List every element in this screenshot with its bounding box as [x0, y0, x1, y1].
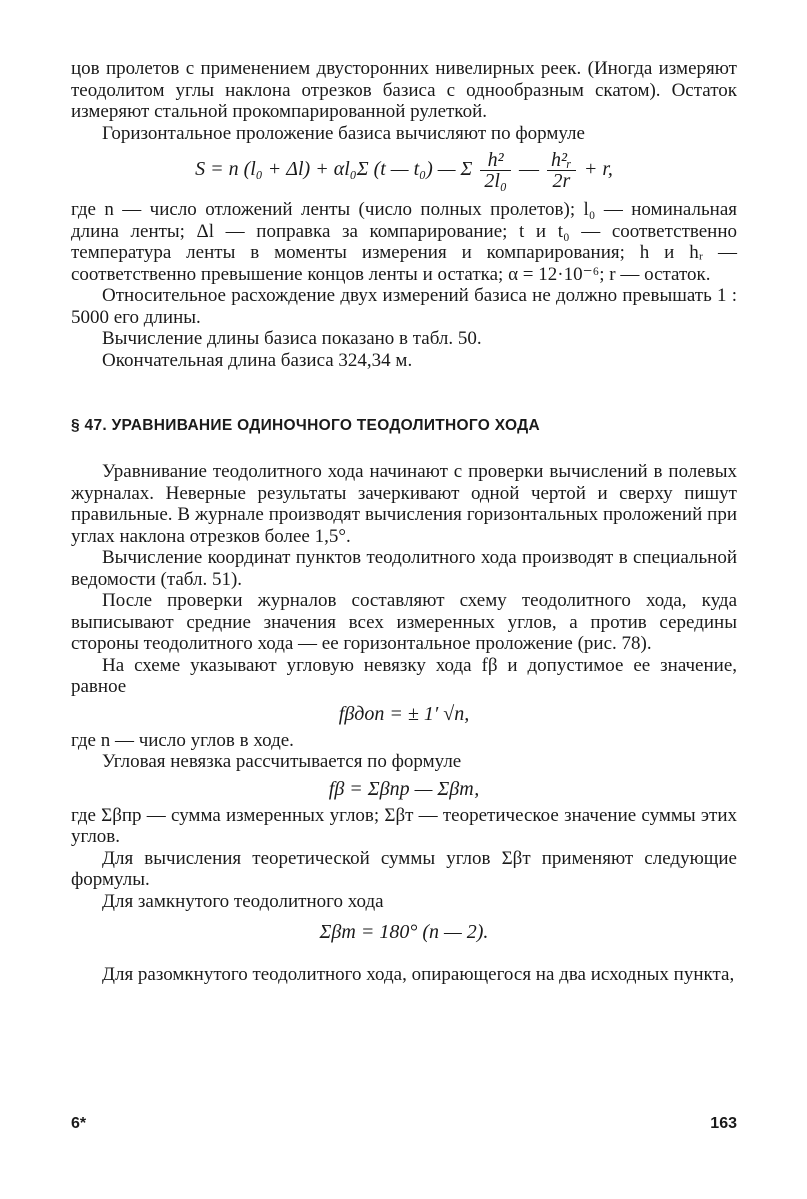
- fraction-numerator: h²ᵣ: [547, 150, 576, 171]
- paragraph: Уравнивание теодолитного хода начинают с проверки вычислений в полевых журналах. Неверные результаты зачеркивают одной чертой и сверху пишут правильные. В журнале производят вычисления горизонтальных проложений при углах наклона отрезков более 1,5°.: [71, 461, 737, 547]
- paragraph: Для вычисления теоретической суммы углов Σβт применяют следующие формулы.: [71, 847, 737, 890]
- fraction-denominator: 2r: [552, 170, 571, 192]
- paragraph: После проверки журналов составляют схему теодолитного хода, куда выписывают средние значения всех измеренных углов, а против середины стороны теодолитного хода — ее горизонтальное проложение (рис. 78).: [71, 590, 737, 654]
- formula-right: + r,: [583, 158, 613, 181]
- paragraph: Для разомкнутого теодолитного хода, опирающегося на два исходных пункта,: [102, 964, 735, 985]
- formula-left: S = n (l₀ + Δl) + αl₀Σ (t — t₀) — Σ: [195, 158, 473, 181]
- closed-traverse-formula: Σβт = 180° (n — 2).: [319, 921, 489, 943]
- page-footer: [71, 1115, 737, 1139]
- paragraph: Угловая невязка рассчитывается по формуле: [102, 751, 462, 772]
- fraction-numerator: h²: [480, 150, 511, 171]
- paragraph: где n — число отложений ленты (число полных пролетов); l₀ — номинальная длина ленты; Δl — поправка за компарирование; t и t₀ — соответственно температура ленты в моменты измерения и компарирования; h и hᵣ — соответственно превышение концов ленты и остатка; α = 12·10⁻⁶; r — остаток.: [71, 199, 737, 285]
- fraction-denominator: 2l₀: [484, 170, 507, 192]
- fraction: [480, 150, 511, 191]
- paragraph: Окончательная длина базиса 324,34 м.: [102, 349, 413, 371]
- signature-mark: 6*: [71, 1115, 87, 1132]
- paragraph: цов пролетов с применением двусторонних нивелирных реек. (Иногда измеряют теодолитом углы наклона отрезков базиса с однообразным скатом). Остаток измеряют стальной прокомпарированной рулеткой.: [71, 58, 737, 122]
- paragraph: Вычисление длины базиса показано в табл. 50.: [102, 328, 482, 349]
- paragraph: На схеме указывают угловую невязку хода fβ и допустимое ее значение, равное: [71, 654, 737, 697]
- section-heading: § 47. УРАВНИВАНИЕ ОДИНОЧНОГО ТЕОДОЛИТНОГО ХОДА: [71, 417, 540, 434]
- paragraph: Относительное расхождение двух измерений базиса не должно превышать 1 : 5000 его длины.: [71, 285, 737, 328]
- fraction: [547, 150, 576, 191]
- allowable-misclosure-formula: fβдоп = ± 1′ √n,: [338, 702, 470, 725]
- paragraph: где n — число углов в ходе.: [71, 729, 294, 751]
- page-number: 163: [710, 1115, 737, 1132]
- angular-misclosure-formula: fβ = Σβпр — Σβт,: [328, 777, 480, 800]
- paragraph: Для замкнутого теодолитного хода: [102, 890, 384, 912]
- paragraph: Вычисление координат пунктов теодолитного хода производят в специальной ведомости (табл. 51).: [71, 547, 737, 590]
- paragraph: Горизонтальное проложение базиса вычисляют по формуле: [102, 122, 585, 144]
- baseline-length-formula: S = n (l₀ + Δl) + αl₀Σ (t — t₀) — Σ $\frac{\text{h²}}{\text{2l₀}}$ — $\frac{\text{h²ᵣ}}{2r}$ + r,: [195, 149, 613, 192]
- page-body: [71, 58, 737, 986]
- paragraph: где Σβпр — сумма измеренных углов; Σβт — теоретическое значение суммы этих углов.: [71, 804, 737, 847]
